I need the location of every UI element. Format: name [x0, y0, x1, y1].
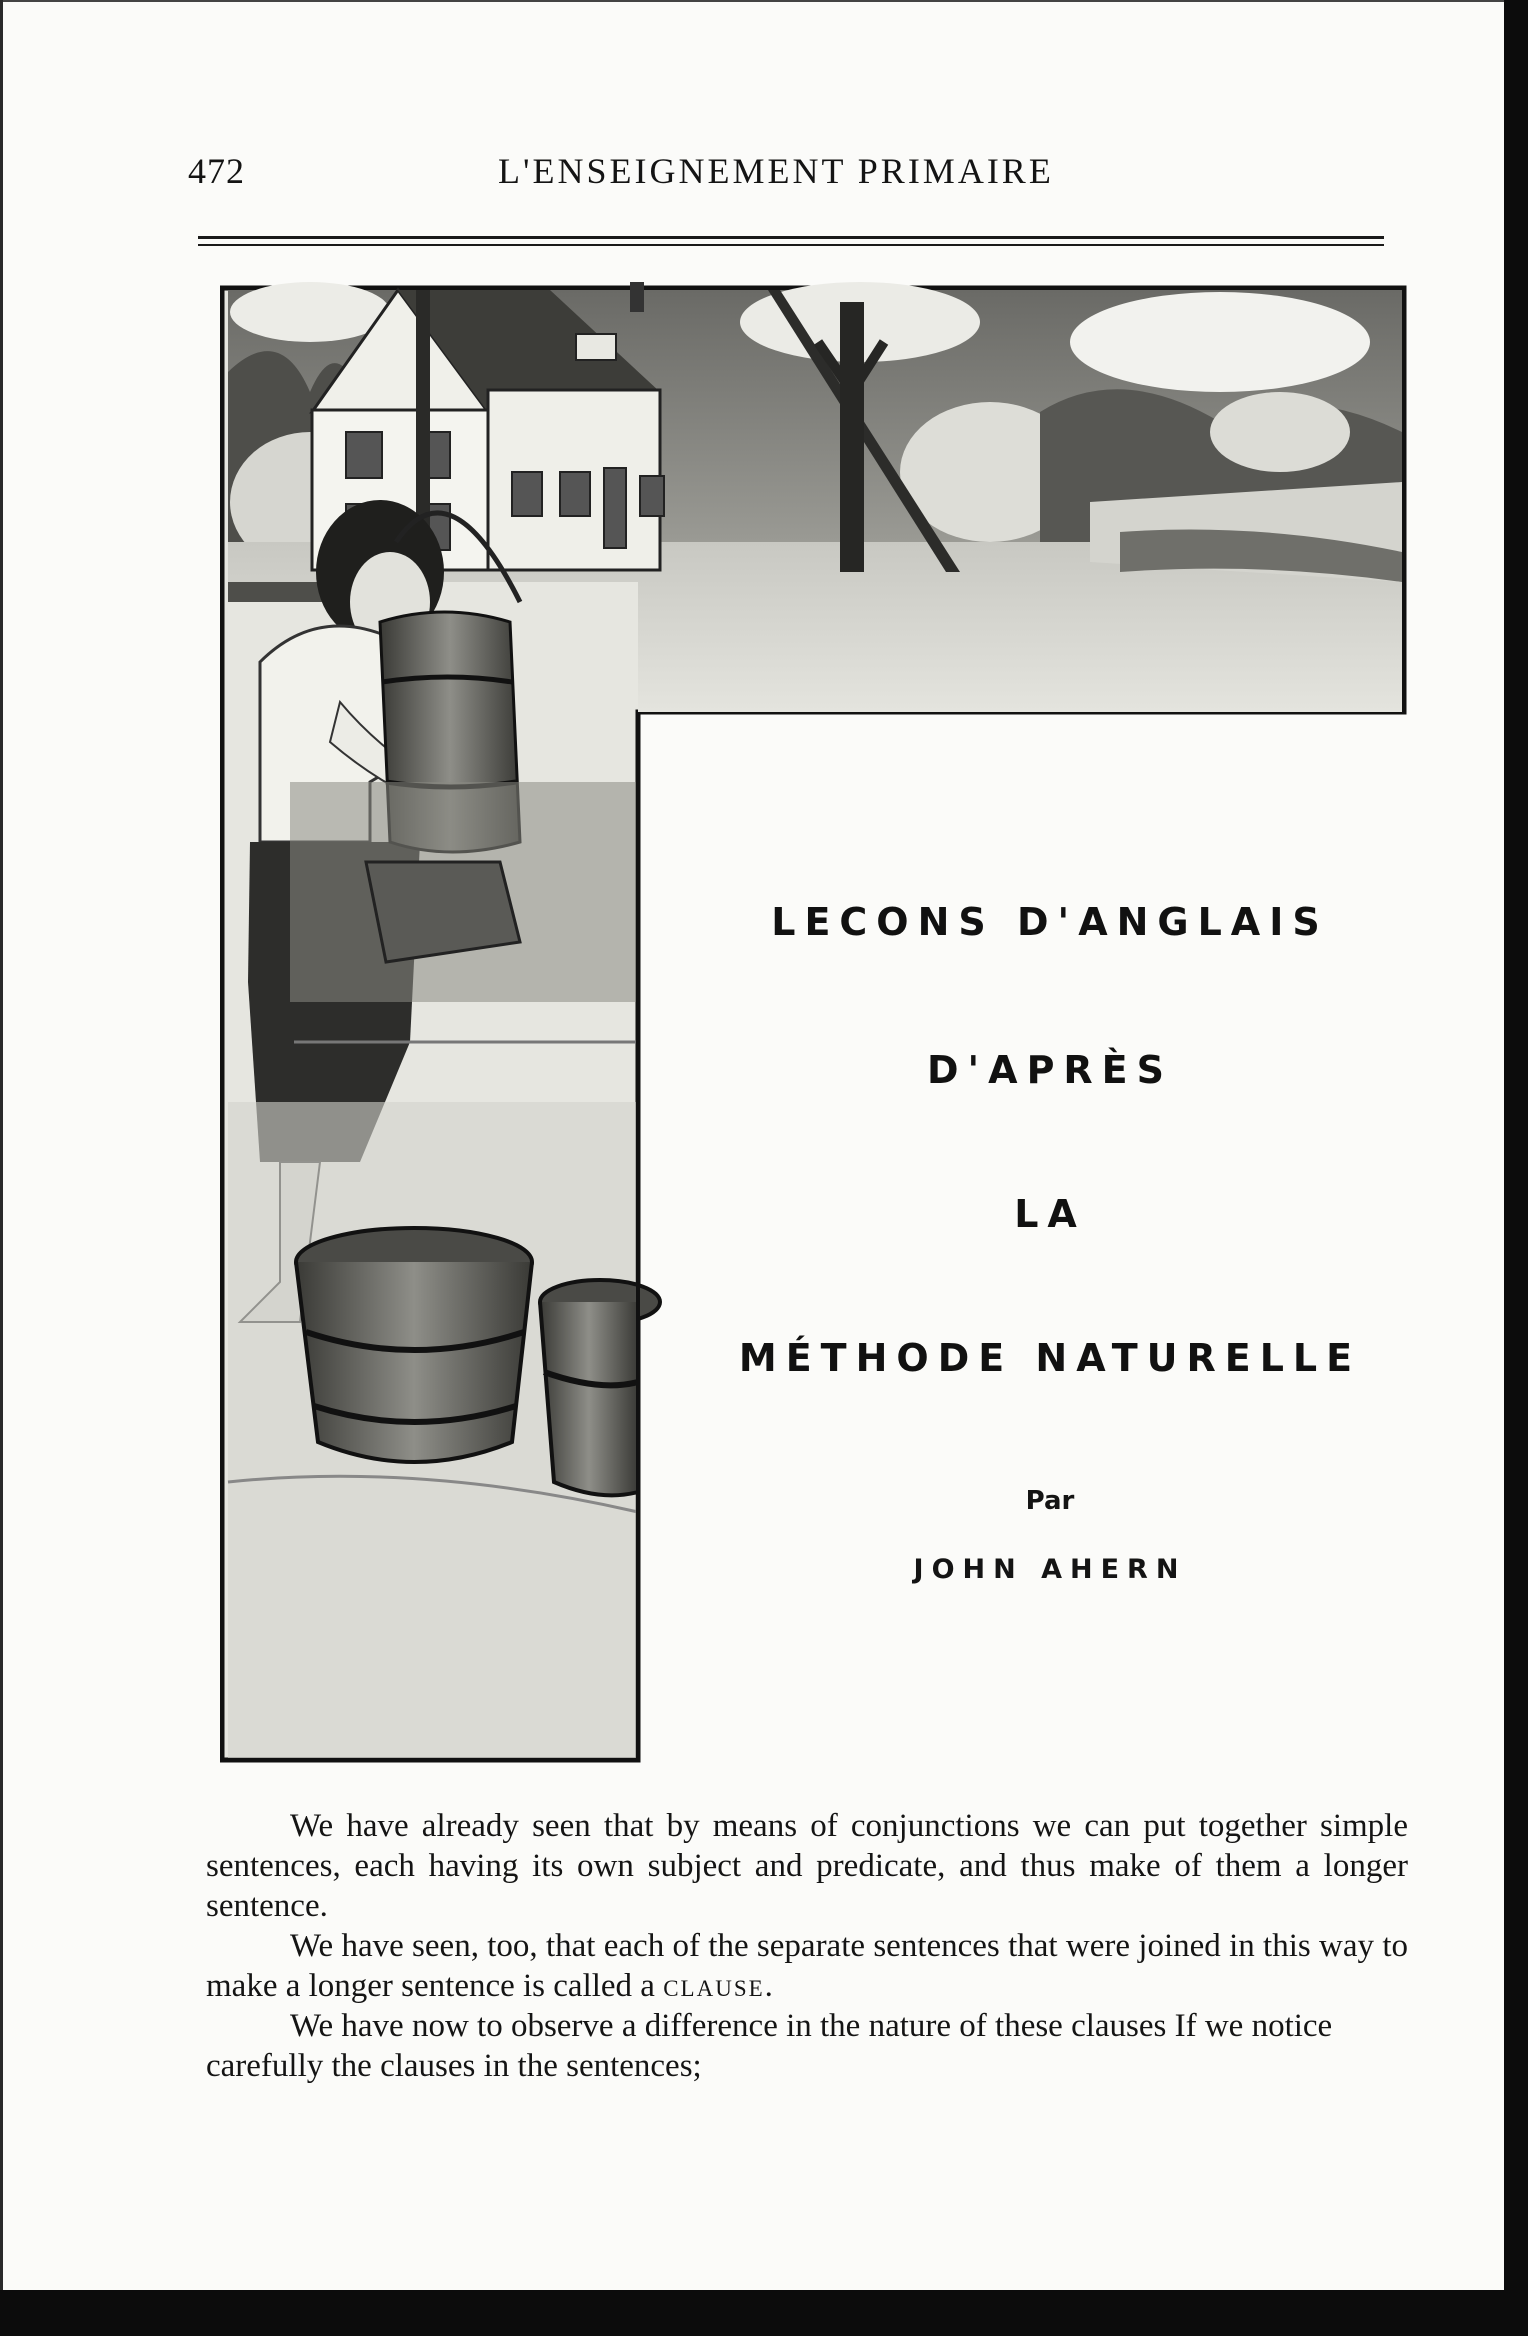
paragraph-1: We have already seen that by means of conjunctions we can put together simple sentences, each having its own subject and predicate, and thus make of them a longer sentence.: [206, 1808, 1408, 1924]
byline-par: Par: [1025, 1486, 1075, 1516]
scan-right-border: [1504, 0, 1528, 2336]
paragraph-2-end: .: [764, 1968, 773, 2004]
paragraph-2-text: We have seen, too, that each of the separate sentences that were joined in this way to make a longer sentence is called a: [206, 1928, 1408, 2004]
scan-left-edge: [0, 0, 3, 2290]
running-title: L'ENSEIGNEMENT PRIMAIRE: [498, 151, 1054, 191]
header-rule: [198, 236, 1384, 239]
author-name: JOHN AHERN: [913, 1554, 1187, 1585]
paragraph-3: We have now to observe a difference in the nature of these clauses If we notice carefully the clauses in the sentences;: [206, 2008, 1333, 2084]
term-clause: clause: [663, 1968, 765, 2004]
title-line-3: LA: [1014, 1192, 1086, 1236]
paragraph-2: [206, 1926, 1408, 2006]
illustration-engraving: [220, 282, 1408, 1766]
title-line-1: LECONS D'ANGLAIS: [771, 900, 1329, 944]
article-body: [206, 1806, 1408, 2086]
scan-bottom-border: [0, 2290, 1528, 2336]
page-number: 472: [188, 151, 245, 191]
title-line-2: D'APRÈS: [926, 1048, 1174, 1092]
header-rule-thin: [198, 244, 1384, 246]
scan-top-edge: [0, 0, 1504, 2]
title-line-4: MÉTHODE NATURELLE: [738, 1336, 1362, 1380]
